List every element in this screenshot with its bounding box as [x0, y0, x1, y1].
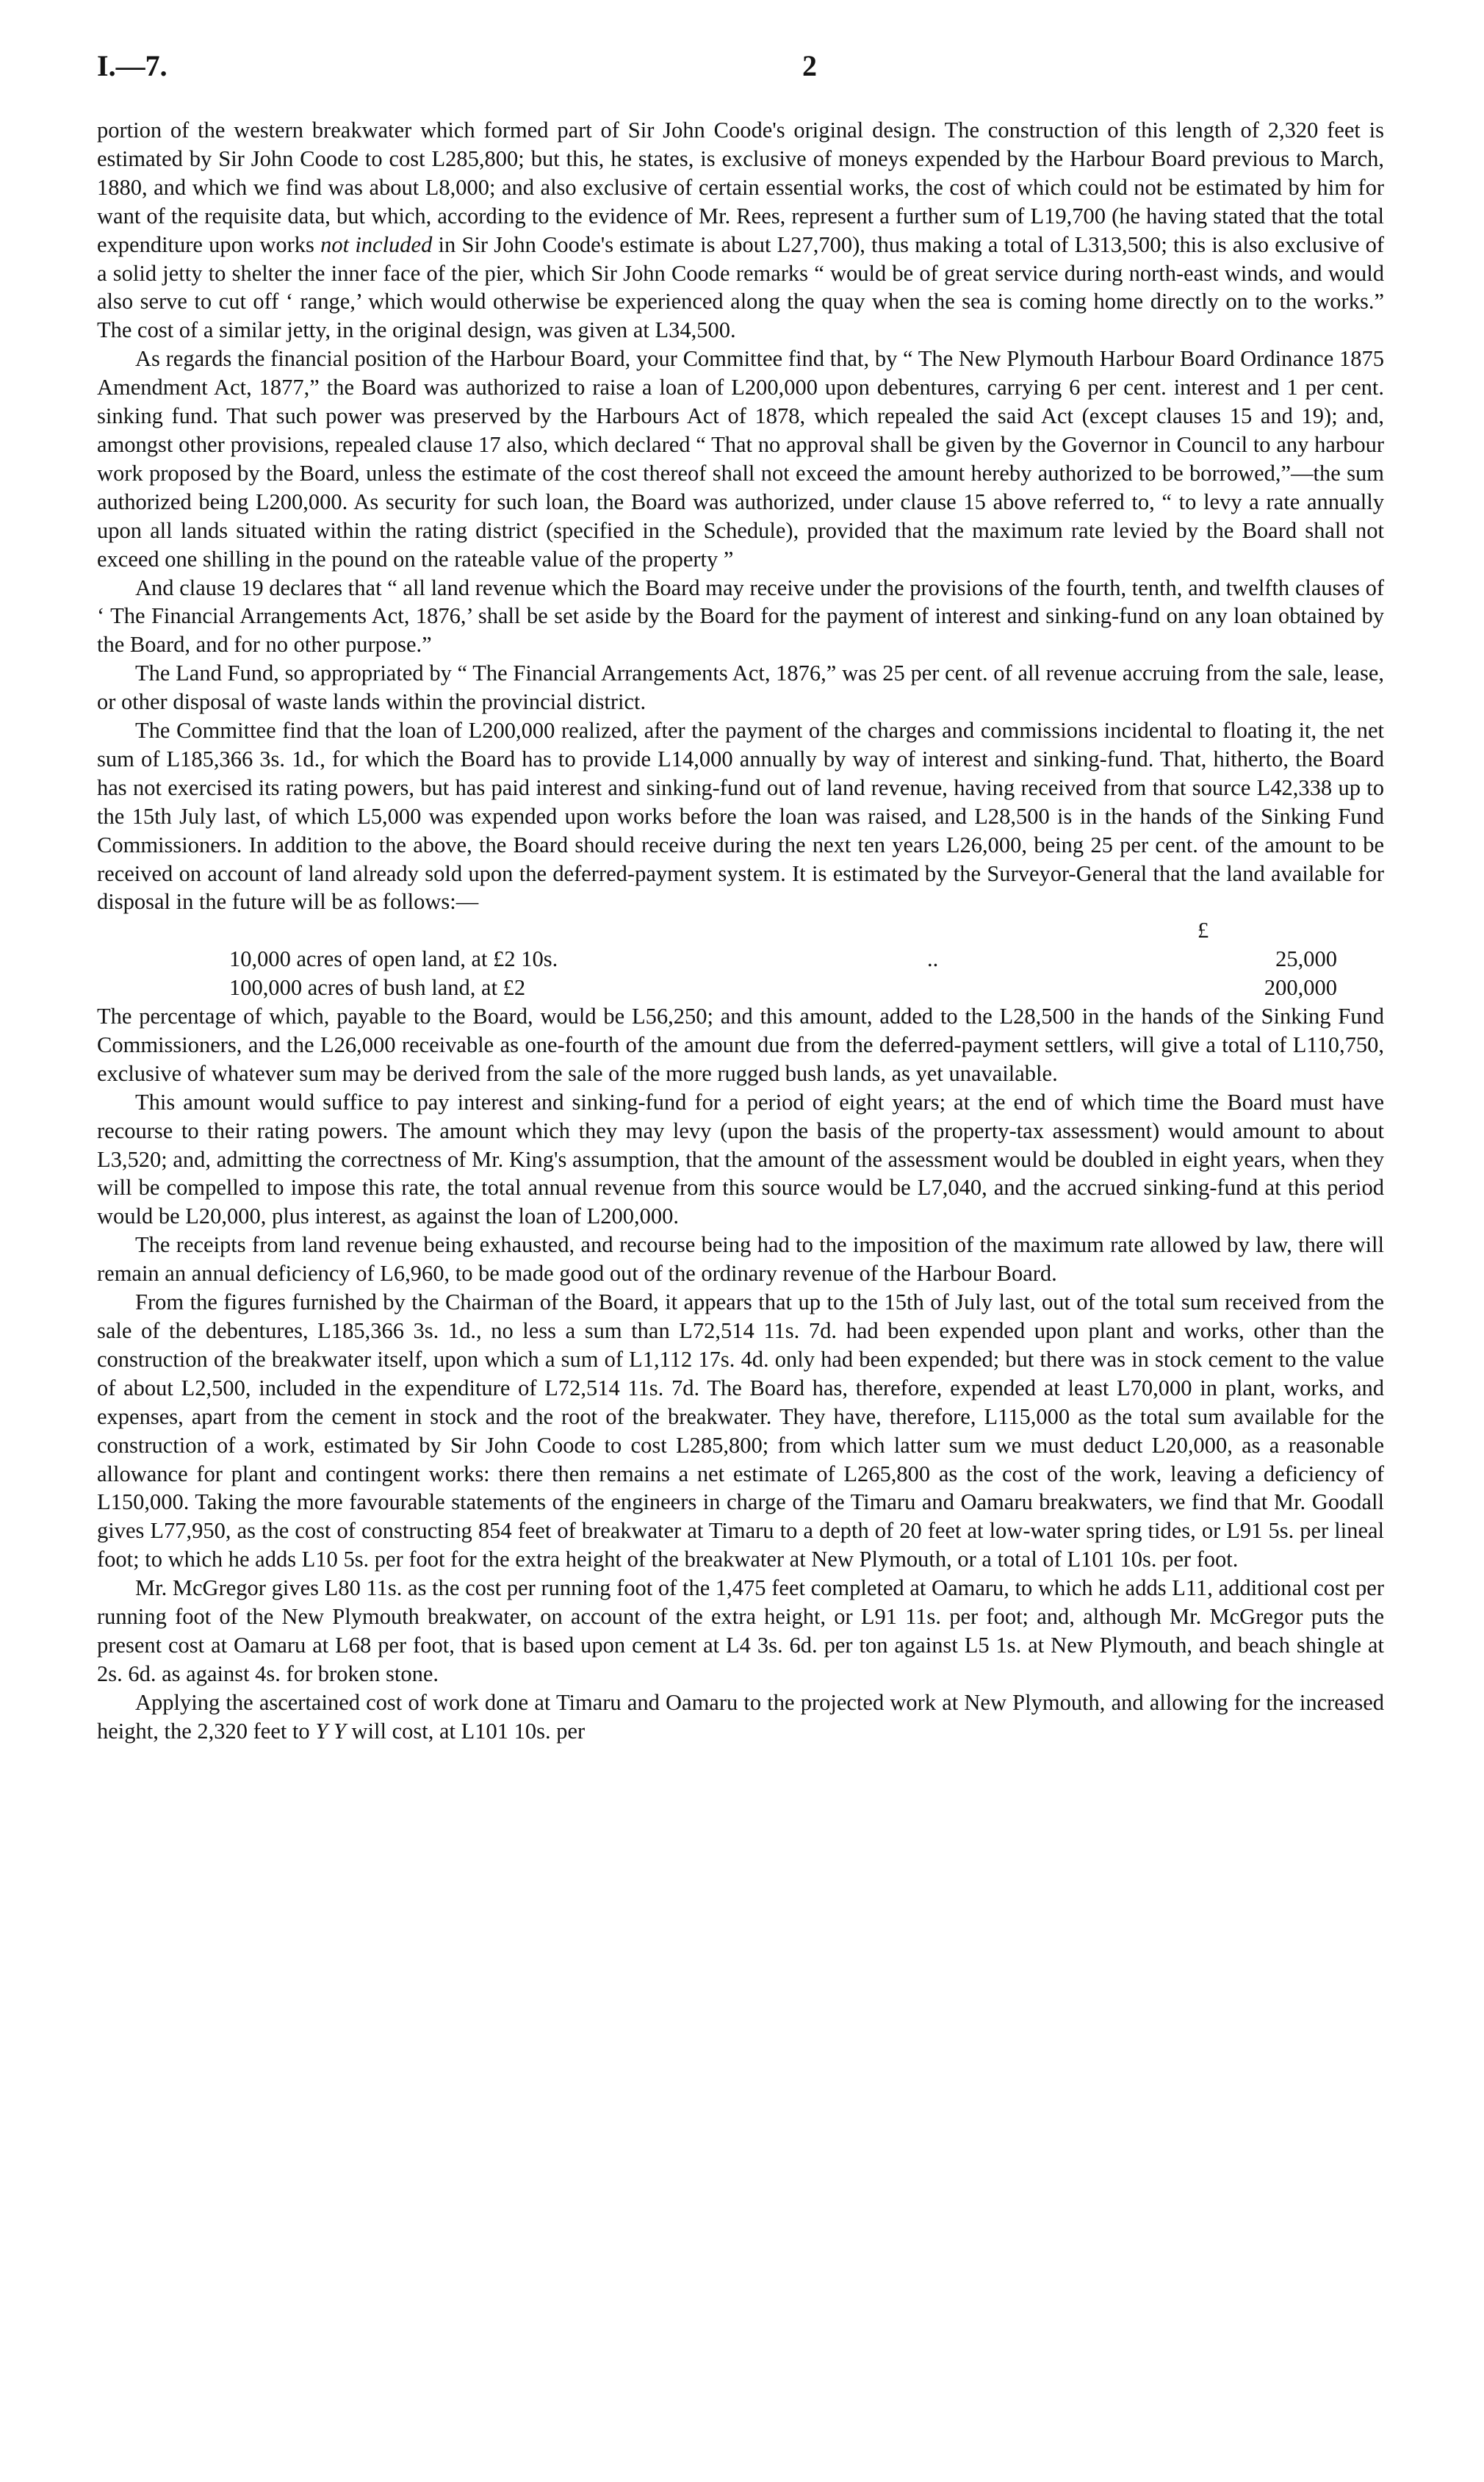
paragraph-text: The Land Fund, so appropriated by “ The Financial Arrangements Act, 1876,” was 25 per cent. of all revenue accruing from the sale, lease, or other disposal of waste lands within the provincial district.	[97, 661, 1384, 715]
body-text	[97, 116, 1384, 1746]
paragraph-text: As regards the financial position of the Harbour Board, your Committee find that, by “ The New Plymouth Harbour Board Ordinance 1875 Amendment Act, 1877,” the Board was authorized to raise a loan of L200,000 upon debentures, carrying 6 per cent. interest and 1 per cent. sinking fund. That such power was preserved by the Harbours Act of 1878, which repealed the said Act (except clauses 15 and 19); and, amongst other provisions, repealed clause 17 also, which declared “ That no approval shall be given by the Governor in Council to any harbour work proposed by the Board, unless the estimate of the cost thereof shall not exceed the amount hereby authorized to be borrowed,”—the sum authorized being L200,000. As security for such loan, the Board was authorized, under clause 15 above referred to, “ to levy a rate annually upon all lands situated within the rating district (specified in the Schedule), provided that the maximum rate levied by the Board shall not exceed one shilling in the pound on the rateable value of the property ”	[97, 346, 1384, 572]
paragraph-text: Applying the ascertained cost of work done at Timaru and Oamaru to the projected work at New Plymouth, and allowing for the increased height, the 2,320 feet to	[97, 1689, 1384, 1744]
paragraph-text: From the figures furnished by the Chairman of the Board, it appears that up to the 15th of July last, out of the total sum received from the sale of the debentures, L185,366 3s. 1d., no less a sum than L72,514 11s. 7d. had been expended upon plant and works, other than the construction of the breakwater itself, upon which a sum of L1,112 17s. 4d. only had been expended; but there was in stock cement to the value of about L2,500, included in the expenditure of L72,514 11s. 7d. The Board has, therefore, expended at least L70,000 in plant, works, and expenses, apart from the cement in stock and the root of the breakwater. They have, therefore, L115,000 as the total sum available for the construction of a work, estimated by Sir John Coode to cost L285,800; from which latter sum we must deduct L20,000, as a reasonable allowance for plant and contingent works: there then remains a net estimate of L265,800 as the cost of the work, leaving a deficiency of L150,000. Taking the more favourable statements of the engineers in charge of the Timaru and Oamaru breakwaters, we find that Mr. Goodall gives L77,950, as the cost of constructing 854 feet of breakwater at Timaru to a depth of 20 feet at low-water spring tides, or L91 5s. per lineal foot; to which he adds L10 5s. per foot for the extra height of the breakwater at New Plymouth, or a total of L101 10s. per foot.	[97, 1289, 1384, 1572]
paragraph-text: The receipts from land revenue being exhausted, and recourse being had to the imposition of the maximum rate allowed by law, there will remain an annual deficiency of L6,960, to be made good out of the ordinary revenue of the Harbour Board.	[97, 1232, 1384, 1287]
paragraph	[97, 345, 1384, 573]
paragraph-text: will cost, at L101 10s. per	[345, 1718, 586, 1744]
paragraph	[97, 1002, 1384, 1088]
paragraph-text: This amount would suffice to pay interest and sinking-fund for a period of eight years; at the end of which time the Board must have recourse to their rating powers. The amount which they may levy (upon the basis of the property-tax assessment) would amount to about L3,520; and, admitting the correctness of Mr. King's assumption, that the amount of the assessment would be doubled in eight years, when they will be compelled to impose this rate, the total annual revenue from this source would be L7,040, and the accrued sinking-fund at this period would be L20,000, plus interest, as against the loan of L200,000.	[97, 1089, 1384, 1229]
land-amount: 25,000	[1275, 946, 1337, 972]
paragraphs-before-table	[97, 116, 1384, 916]
land-table-row	[97, 974, 1384, 1002]
paragraph-text: The Committee find that the loan of L200,000 realized, after the payment of the charges and commissions incidental to floating it, the net sum of L185,366 3s. 1d., for which the Board has to provide L14,000 annually by way of interest and sinking-fund. That, hitherto, the Board has not exercised its rating powers, but has paid interest and sinking-fund out of land revenue, having received from that source L42,338 up to the 15th July last, of which L5,000 was expended upon works before the loan was raised, and L28,500 is in the hands of the Sinking Fund Commissioners. In addition to the above, the Board should receive during the next ten years L26,000, being 25 per cent. of the amount to be received on account of land already sold upon the deferred-payment system. It is estimated by the Surveyor-General that the land available for disposal in the future will be as follows:—	[97, 718, 1384, 915]
land-description: 10,000 acres of open land, at £2 10s.	[229, 946, 558, 972]
paragraphs-after-table	[97, 1002, 1384, 1746]
paragraph	[97, 1231, 1384, 1288]
document-page	[97, 46, 1384, 1746]
paragraph-text: Mr. McGregor gives L80 11s. as the cost per running foot of the 1,475 feet completed at Oamaru, to which he adds L11, additional cost per running foot of the New Plymouth breakwater, on account of the extra height, or L91 11s. per foot; and, although Mr. McGregor puts the present cost at Oamaru at L68 per foot, that is based upon cement at L4 3s. 6d. per ton against L5 1s. at New Plymouth, and beach shingle at 2s. 6d. as against 4s. for broken stone.	[97, 1575, 1384, 1686]
italic-text: not included	[320, 231, 433, 257]
paragraph	[97, 1574, 1384, 1688]
paragraph	[97, 659, 1384, 716]
paragraph	[97, 716, 1384, 916]
paragraph	[97, 1688, 1384, 1746]
land-table-rows	[97, 945, 1384, 1002]
leader-dots: ..	[927, 946, 939, 972]
paragraph-text: in Sir John Coode's estimate is about L27,700), thus making a total of L313,500; this is also exclusive of a solid jetty to shelter the inner face of the pier, which Sir John Coode remarks “ would be of great service during north-east winds, and would also serve to cut off ‘ range,’ which would otherwise be experienced along the quay when the sea is coming home directly on to the works.” The cost of a similar jetty, in the original design, was given at L34,500.	[97, 231, 1384, 343]
paragraph	[97, 1288, 1384, 1574]
paragraph-text: portion of the western breakwater which formed part of Sir John Coode's original design. The construction of this length of 2,320 feet is estimated by Sir John Coode to cost L285,800; but this, he states, is exclusive of moneys expended by the Harbour Board previous to March, 1880, and which we find was about L8,000; and also exclusive of certain essential works, the cost of which could not be estimated by him for want of the requisite data, but which, according to the evidence of Mr. Rees, represent a further sum of L19,700 (he having stated that the total expenditure upon works	[97, 118, 1384, 257]
paragraph	[97, 574, 1384, 660]
land-description: 100,000 acres of bush land, at £2	[229, 975, 526, 1001]
paragraph	[97, 1088, 1384, 1231]
currency-symbol: £	[1197, 918, 1209, 943]
land-table-row	[97, 945, 1384, 974]
italic-text: Y Y	[315, 1718, 346, 1744]
land-amount: 200,000	[1264, 975, 1337, 1001]
paragraph-text: And clause 19 declares that “ all land revenue which the Board may receive under the provisions of the fourth, tenth, and twelfth clauses of ‘ The Financial Arrangements Act, 1876,’ shall be set aside by the Board for the payment of interest and sinking-fund on any loan obtained by the Board, and for no other purpose.”	[97, 575, 1384, 658]
page-number: 2	[802, 49, 817, 82]
land-table-header	[97, 916, 1384, 945]
land-table	[97, 916, 1384, 1002]
document-reference: I.—7.	[97, 49, 168, 82]
paragraph	[97, 116, 1384, 345]
paragraph-text: The percentage of which, payable to the Board, would be L56,250; and this amount, added to the L28,500 in the hands of the Sinking Fund Commissioners, and the L26,000 receivable as one-fourth of the amount due from the deferred-payment settlers, will give a total of L110,750, exclusive of whatever sum may be derived from the sale of the more rugged bush lands, as yet unavailable.	[97, 1004, 1384, 1086]
page-header	[97, 46, 1384, 97]
